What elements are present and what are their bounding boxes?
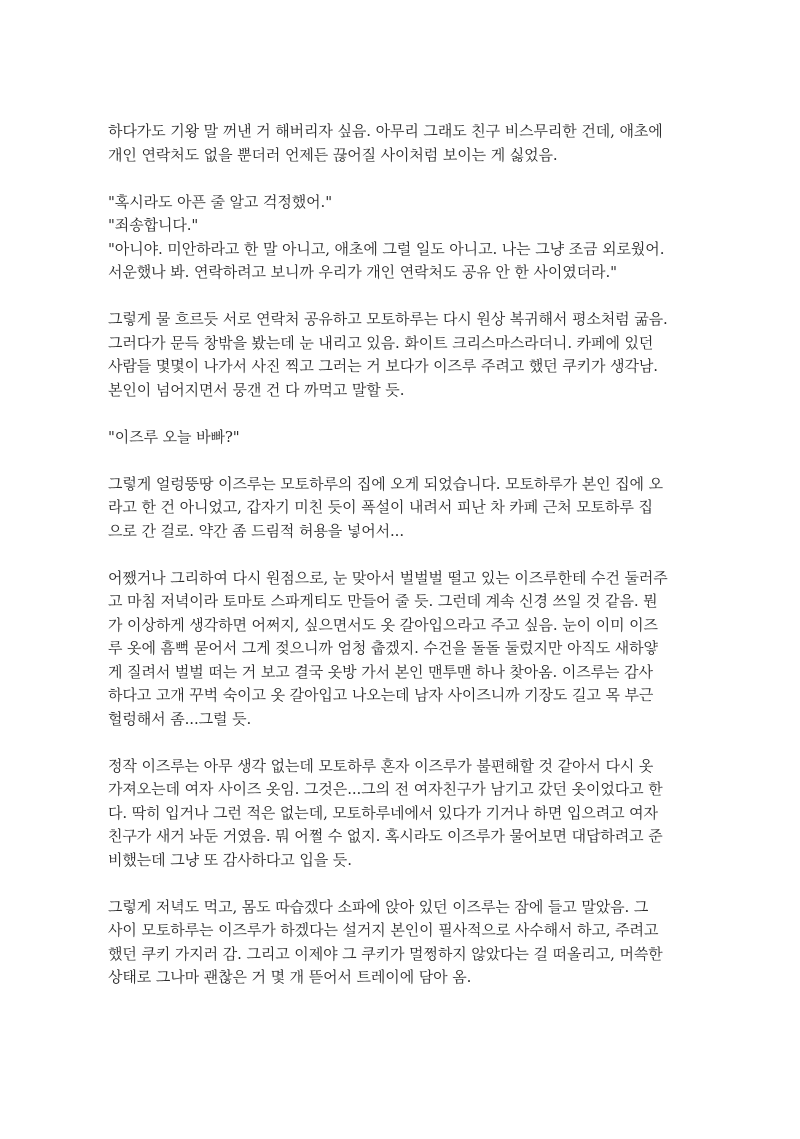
paragraph bbox=[108, 308, 708, 402]
text-line: 다. 딱히 입거나 그런 적은 없는데, 모토하루네에서 있다가 기거나 하면 입으려고 여자 bbox=[108, 803, 658, 822]
text-line: 게 질려서 벌벌 떠는 거 보고 결국 옷방 가서 본인 맨투맨 하나 찾아옴. 이즈루는 감사 bbox=[108, 662, 653, 681]
text-line: 헐렁해서 좀...그럴 듯. bbox=[108, 709, 252, 728]
paragraph bbox=[108, 473, 708, 544]
text-line: "이즈루 오늘 바빠?" bbox=[108, 427, 240, 446]
paragraph bbox=[108, 896, 708, 990]
text-line: 하다고 고개 꾸벅 숙이고 옷 갈아입고 나오는데 남자 사이즈니까 기장도 길고 목 부근 bbox=[108, 686, 654, 704]
dialogue-paragraph bbox=[108, 191, 708, 285]
text-line: 친구가 새거 놔둔 거였음. 뭐 어쩔 수 없지. 혹시라도 이즈루가 물어보면 대답하려고 준 bbox=[108, 827, 663, 845]
text-line: 그렇게 얼렁뚱땅 이즈루는 모토하루의 집에 오게 되었습니다. 모토하루가 본인 집에 오 bbox=[108, 474, 664, 493]
text-line: 어쨌거나 그리하여 다시 원점으로, 눈 맞아서 벌벌벌 떨고 있는 이즈루한테 수건 둘러주 bbox=[108, 568, 668, 587]
text-line: 가 이상하게 생각하면 어쩌지, 싶으면서도 옷 갈아입으라고 주고 싶음. 눈이 이미 이즈 bbox=[108, 615, 658, 634]
text-line: 하다가도 기왕 말 꺼낸 거 해버리자 싶음. 아무리 그래도 친구 비스무리한 건데, 애초에 bbox=[108, 122, 663, 140]
text-line: "아니야. 미안하라고 한 말 아니고, 애초에 그럴 일도 아니고. 나는 그냥 조금 외로웠어. bbox=[108, 239, 665, 258]
text-line: 상태로 그나마 괜찮은 거 몇 개 뜯어서 트레이에 담아 옴. bbox=[108, 968, 472, 986]
text-line: 루 옷에 흠뻑 묻어서 그게 젖으니까 엄청 춥겠지. 수건을 돌돌 둘렀지만 아직도 새하얗 bbox=[108, 639, 658, 657]
text-line: 사람들 몇몇이 나가서 사진 찍고 그러는 거 보다가 이즈루 주려고 했던 쿠키가 생각남. bbox=[108, 357, 658, 375]
text-line: 그러다가 문득 창밖을 봤는데 눈 내리고 있음. 화이트 크리스마스라더니. 카페에 있던 bbox=[108, 333, 654, 352]
text-line: 비했는데 그냥 또 감사하다고 입을 듯. bbox=[108, 850, 352, 869]
text-line: 으로 간 걸로. 약간 좀 드림적 허용을 넣어서... bbox=[108, 521, 404, 540]
text-line: 본인이 넘어지면서 뭉갠 건 다 까먹고 말할 듯. bbox=[108, 380, 405, 399]
text-line: 그렇게 물 흐르듯 서로 연락처 공유하고 모토하루는 다시 원상 복귀해서 평소처럼 굶음. bbox=[108, 310, 668, 328]
text-line: 가져오는데 여자 사이즈 옷임. 그것은...그의 전 여자친구가 남기고 갔던 옷이었다고 한 bbox=[108, 780, 663, 798]
text-line: 했던 쿠키 가지러 감. 그리고 이제야 그 쿠키가 멀쩡하지 않았다는 걸 떠올리고, 머쓱한 bbox=[108, 944, 663, 963]
text-line: 라고 한 건 아니었고, 갑자기 미친 듯이 폭설이 내려서 피난 차 카페 근처 모토하루 집 bbox=[108, 498, 653, 516]
dialogue-paragraph bbox=[108, 426, 708, 450]
text-line: 고 마침 저녁이라 토마토 스파게티도 만들어 줄 듯. 그런데 계속 신경 쓰일 것 같음. 뭔 bbox=[108, 592, 658, 610]
text-line: "혹시라도 아픈 줄 알고 걱정했어." bbox=[108, 192, 333, 211]
text-line: 그렇게 저녁도 먹고, 몸도 따습겠다 소파에 앉아 있던 이즈루는 잠에 들고 말았음. 그 bbox=[108, 897, 649, 916]
text-line: 사이 모토하루는 이즈루가 하겠다는 설거지 본인이 필사적으로 사수해서 하고, 주려고 bbox=[108, 921, 659, 939]
text-line: 개인 연락처도 없을 뿐더러 언제든 끊어질 사이처럼 보이는 게 싫었음. bbox=[108, 145, 558, 164]
document-body bbox=[108, 120, 708, 1013]
paragraph bbox=[108, 567, 708, 732]
text-line: 정작 이즈루는 아무 생각 없는데 모토하루 혼자 이즈루가 불편해할 것 같아서 다시 옷 bbox=[108, 756, 654, 775]
paragraph bbox=[108, 120, 708, 167]
text-line: "죄송합니다." bbox=[108, 216, 199, 234]
text-line: 서운했나 봐. 연락하려고 보니까 우리가 개인 연락처도 공유 안 한 사이였더라." bbox=[108, 263, 617, 281]
paragraph bbox=[108, 755, 708, 873]
